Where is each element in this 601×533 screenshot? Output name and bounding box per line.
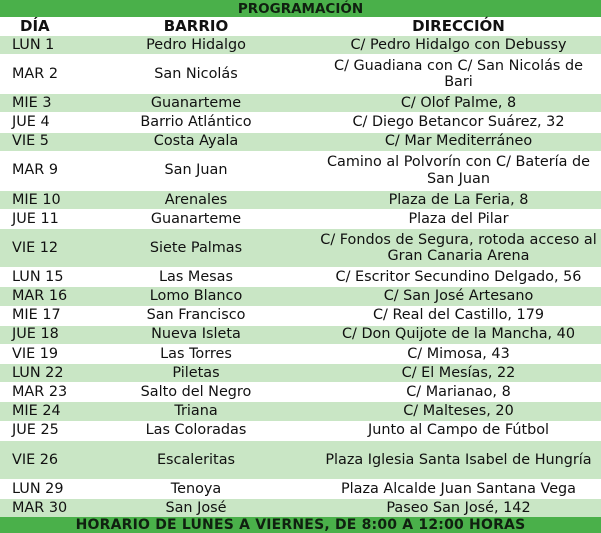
- cell-barrio: San José: [165, 499, 227, 516]
- cell-barrio: Las Coloradas: [145, 422, 247, 439]
- table-row: [0, 132, 601, 151]
- table-row: [0, 190, 601, 209]
- cell-dia: MAR 9: [12, 162, 58, 179]
- cell-direccion: C/ Mimosa, 43: [407, 345, 510, 362]
- cell-direccion: Paseo San José, 142: [386, 499, 531, 516]
- cell-dia: MIE 17: [12, 307, 61, 324]
- table-row: [0, 93, 601, 112]
- table-row: [0, 363, 601, 382]
- cell-direccion: C/ Don Quijote de la Mancha, 40: [342, 326, 575, 343]
- schedule-footer: HORARIO DE LUNES A VIERNES, DE 8:00 A 12:00 HORAS: [0, 517, 601, 533]
- cell-barrio: Tenoya: [170, 480, 222, 497]
- table-row: [0, 325, 601, 344]
- cell-barrio: Costa Ayala: [153, 133, 239, 150]
- table-row: [0, 112, 601, 131]
- cell-dia: VIE 5: [12, 133, 49, 150]
- col-header-dia: DÍA: [20, 17, 50, 35]
- table-row: [0, 151, 601, 190]
- cell-direccion: C/ Mar Mediterráneo: [384, 133, 533, 150]
- cell-dia: MIE 3: [12, 94, 52, 111]
- table-row: [0, 479, 601, 498]
- cell-dia: LUN 1: [12, 36, 55, 53]
- table-row: [0, 421, 601, 440]
- col-header-barrio: BARRIO: [163, 17, 229, 35]
- table-row: [0, 209, 601, 228]
- cell-dia: MIE 10: [12, 191, 61, 208]
- cell-dia: LUN 15: [12, 268, 64, 285]
- cell-dia: MIE 24: [12, 403, 61, 420]
- cell-barrio: Barrio Atlántico: [140, 114, 252, 131]
- table-row: [0, 401, 601, 420]
- cell-direccion: C/ Diego Betancor Suárez, 32: [352, 114, 565, 131]
- cell-barrio: Guanarteme: [150, 210, 242, 227]
- cell-direccion: C/ San José Artesano: [383, 288, 534, 305]
- cell-dia: JUE 25: [12, 422, 59, 439]
- cell-barrio: Las Mesas: [159, 268, 233, 285]
- cell-direccion: Plaza de La Feria, 8: [388, 191, 529, 208]
- cell-barrio: Las Torres: [160, 345, 232, 362]
- cell-barrio: Triana: [174, 403, 218, 420]
- cell-direccion: C/ Pedro Hidalgo con Debussy: [350, 36, 567, 53]
- cell-direccion: C/ Guadiana con C/ San Nicolás de Bari: [334, 57, 583, 91]
- cell-dia: JUE 11: [12, 210, 59, 227]
- table-row: [0, 306, 601, 325]
- programacion-title: PROGRAMACIÓN: [0, 0, 601, 17]
- cell-barrio: Arenales: [164, 191, 228, 208]
- cell-barrio: San Francisco: [146, 307, 246, 324]
- table-row: [0, 440, 601, 479]
- cell-dia: LUN 29: [12, 480, 64, 497]
- cell-direccion: C/ Olof Palme, 8: [400, 94, 517, 111]
- cell-dia: MAR 30: [12, 499, 68, 516]
- table-row: [0, 382, 601, 401]
- table-row: [0, 267, 601, 286]
- cell-direccion: C/ Fondos de Segura, rotoda acceso al Gran Canaria Arena: [320, 231, 597, 265]
- cell-barrio: Salto del Negro: [140, 384, 252, 401]
- cell-barrio: Nueva Isleta: [151, 326, 241, 343]
- cell-direccion: Plaza Iglesia Santa Isabel de Hungría: [325, 451, 592, 468]
- cell-dia: MAR 23: [12, 384, 68, 401]
- cell-barrio: San Nicolás: [154, 65, 238, 82]
- cell-dia: JUE 4: [12, 114, 50, 131]
- cell-barrio: Piletas: [172, 364, 220, 381]
- table-row: [0, 286, 601, 305]
- table-header: [0, 17, 601, 35]
- cell-dia: JUE 18: [12, 326, 59, 343]
- table-row: [0, 228, 601, 267]
- cell-dia: LUN 22: [12, 364, 64, 381]
- cell-dia: VIE 26: [12, 451, 59, 468]
- cell-direccion: Camino al Polvorín con C/ Batería de San Juan: [326, 154, 591, 187]
- table-row: [0, 498, 601, 517]
- table-row: [0, 35, 601, 54]
- cell-barrio: San Juan: [164, 162, 228, 179]
- cell-direccion: C/ Malteses, 20: [403, 403, 514, 420]
- cell-direccion: C/ Real del Castillo, 179: [372, 307, 545, 324]
- cell-dia: VIE 12: [12, 239, 59, 256]
- cell-direccion: C/ El Mesías, 22: [401, 364, 516, 381]
- cell-dia: VIE 19: [12, 345, 59, 362]
- table-row: [0, 344, 601, 363]
- cell-barrio: Escaleritas: [156, 451, 236, 468]
- cell-direccion: Junto al Campo de Fútbol: [367, 422, 550, 439]
- table-row: [0, 54, 601, 93]
- cell-dia: MAR 2: [12, 65, 58, 82]
- cell-barrio: Guanarteme: [150, 94, 242, 111]
- cell-dia: MAR 16: [12, 288, 68, 305]
- cell-barrio: Siete Palmas: [149, 239, 243, 256]
- cell-barrio: Pedro Hidalgo: [146, 36, 246, 53]
- col-header-direccion: DIRECCIÓN: [412, 17, 505, 35]
- cell-direccion: C/ Escritor Secundino Delgado, 56: [335, 268, 582, 285]
- cell-direccion: Plaza Alcalde Juan Santana Vega: [340, 480, 577, 497]
- cell-barrio: Lomo Blanco: [149, 288, 243, 305]
- cell-direccion: Plaza del Pilar: [408, 210, 509, 227]
- cell-direccion: C/ Marianao, 8: [406, 384, 511, 401]
